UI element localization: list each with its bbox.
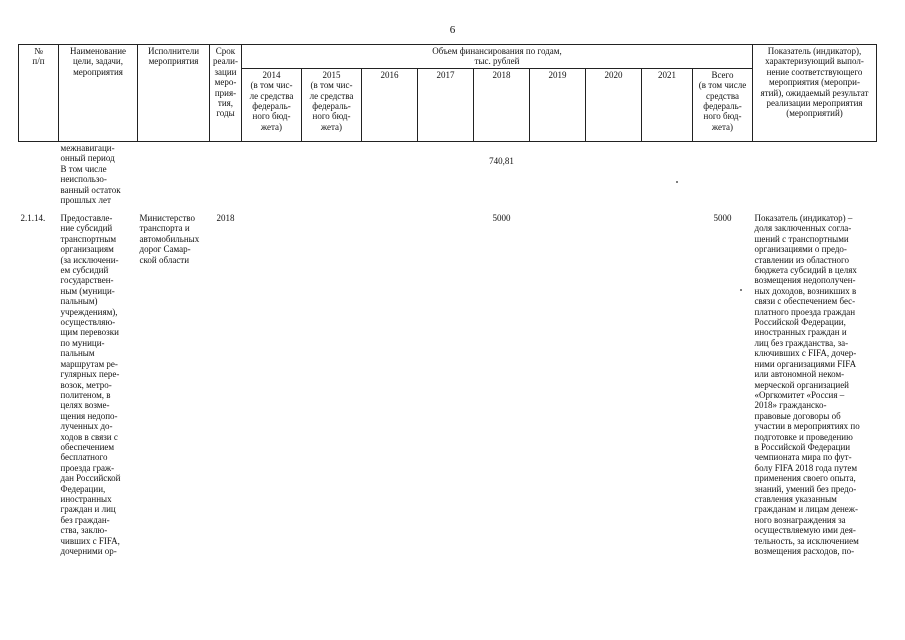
header-executors: Исполнители мероприятия <box>138 45 210 142</box>
row-value-2020 <box>586 142 642 213</box>
header-total: Всего (в том числе средства федераль- ного бюд- жета) <box>693 68 753 141</box>
row-value-2015 <box>302 212 362 557</box>
row-name: Предоставле- ние субсидий транспортным организациям (за исключени- ем субсидий государствен- ным (муници- пальным) учреждениям), осуществляю- щим перевозки по муници- пальным маршрутам ре- гулярных пере- возок, метро- политеном, в целях возме- щения недопо- лученных до- ходов в связи с обеспечением бесплатного проезда граж- дан Российской Федерации, иностранных граждан и лиц без граждан- ства, заклю- чивших с FIFA, дочерними ор- <box>60 213 121 556</box>
row-num <box>19 142 59 213</box>
row-name: межнавигаци- онный период В том числе неиспользо- ванный остаток прошлых лет <box>60 143 121 206</box>
row-indicator <box>753 142 877 213</box>
header-year-2019: 2019 <box>530 68 586 141</box>
row-num: 2.1.14. <box>20 213 46 223</box>
row-executor: Министерство транспорта и автомобильных дорог Самар- ской области <box>139 213 200 265</box>
row-indicator: Показатель (индикатор) – доля заключенных согла- шений с транспортными организациями о предо- ставлении из областного бюджета субсидий в целях возмещения недополучен- ных доходов, возникших в связи с обеспечением бес- платного проезда граждан Российской Федерации, иностранных граждан и лиц без гражданства, за- ключивших с FIFA, дочер- ними организациями FIFA или автономной неком- мерческой организацией «Оргкомитет «Россия – 2018» гражданско- правовые договоры об участии в мероприятиях по подготовке и проведению в Российской Федерации чемпионата мира по фут- болу FIFA 2018 года путем применения своего опыта, знаний, умений без предо- ставления указанным гражданам и лицам денеж- ного вознаграждения за осуществляемую ими дея- тельность, за исключением возмещения расходов, по- <box>754 213 860 556</box>
row-value-2016 <box>362 142 418 213</box>
row-term <box>210 142 242 213</box>
row-value-total <box>693 142 753 213</box>
row-value-2018: 5000 <box>492 213 511 223</box>
header-indicator: Показатель (индикатор), характеризующий выпол- нение соответствующего мероприятия (меропри- ятий), ожидаемый результат реализации мероприятия (мероприятий) <box>753 45 877 142</box>
row-value-2019 <box>530 212 586 557</box>
scan-artifact <box>676 181 678 183</box>
row-value-2020 <box>586 212 642 557</box>
page-number: 6 <box>449 24 456 36</box>
row-value-2014 <box>242 142 302 213</box>
row-value-2019 <box>530 142 586 213</box>
scan-artifact <box>740 289 742 291</box>
row-executor <box>138 142 210 213</box>
row-value-2014 <box>242 212 302 557</box>
table-row <box>19 142 877 213</box>
row-value-2017 <box>418 212 474 557</box>
row-value-2017 <box>418 142 474 213</box>
header-name: Наименование цели, задачи, мероприятия <box>59 45 138 142</box>
header-year-2015: 2015 (в том чис- ле средства федераль- ного бюд- жета) <box>302 68 362 141</box>
header-year-2016: 2016 <box>362 68 418 141</box>
header-year-2020: 2020 <box>586 68 642 141</box>
row-value-2018: 740,81 <box>489 156 514 166</box>
row-value-2021 <box>642 142 693 213</box>
row-value-2021 <box>642 212 693 557</box>
row-value-2016 <box>362 212 418 557</box>
header-year-2018: 2018 <box>474 68 530 141</box>
financing-table <box>18 44 877 557</box>
header-financing: Объем финансирования по годам, тыс. рублей <box>242 45 753 69</box>
header-num: № п/п <box>19 45 59 142</box>
header-year-2021: 2021 <box>642 68 693 141</box>
header-year-2014: 2014 (в том чис- ле средства федераль- ного бюд- жета) <box>242 68 302 141</box>
row-term: 2018 <box>216 213 235 223</box>
header-term: Срок реали- зации меро- прия- тия, годы <box>210 45 242 142</box>
table-row <box>19 212 877 557</box>
header-year-2017: 2017 <box>418 68 474 141</box>
row-value-2015 <box>302 142 362 213</box>
row-value-total: 5000 <box>713 213 732 223</box>
